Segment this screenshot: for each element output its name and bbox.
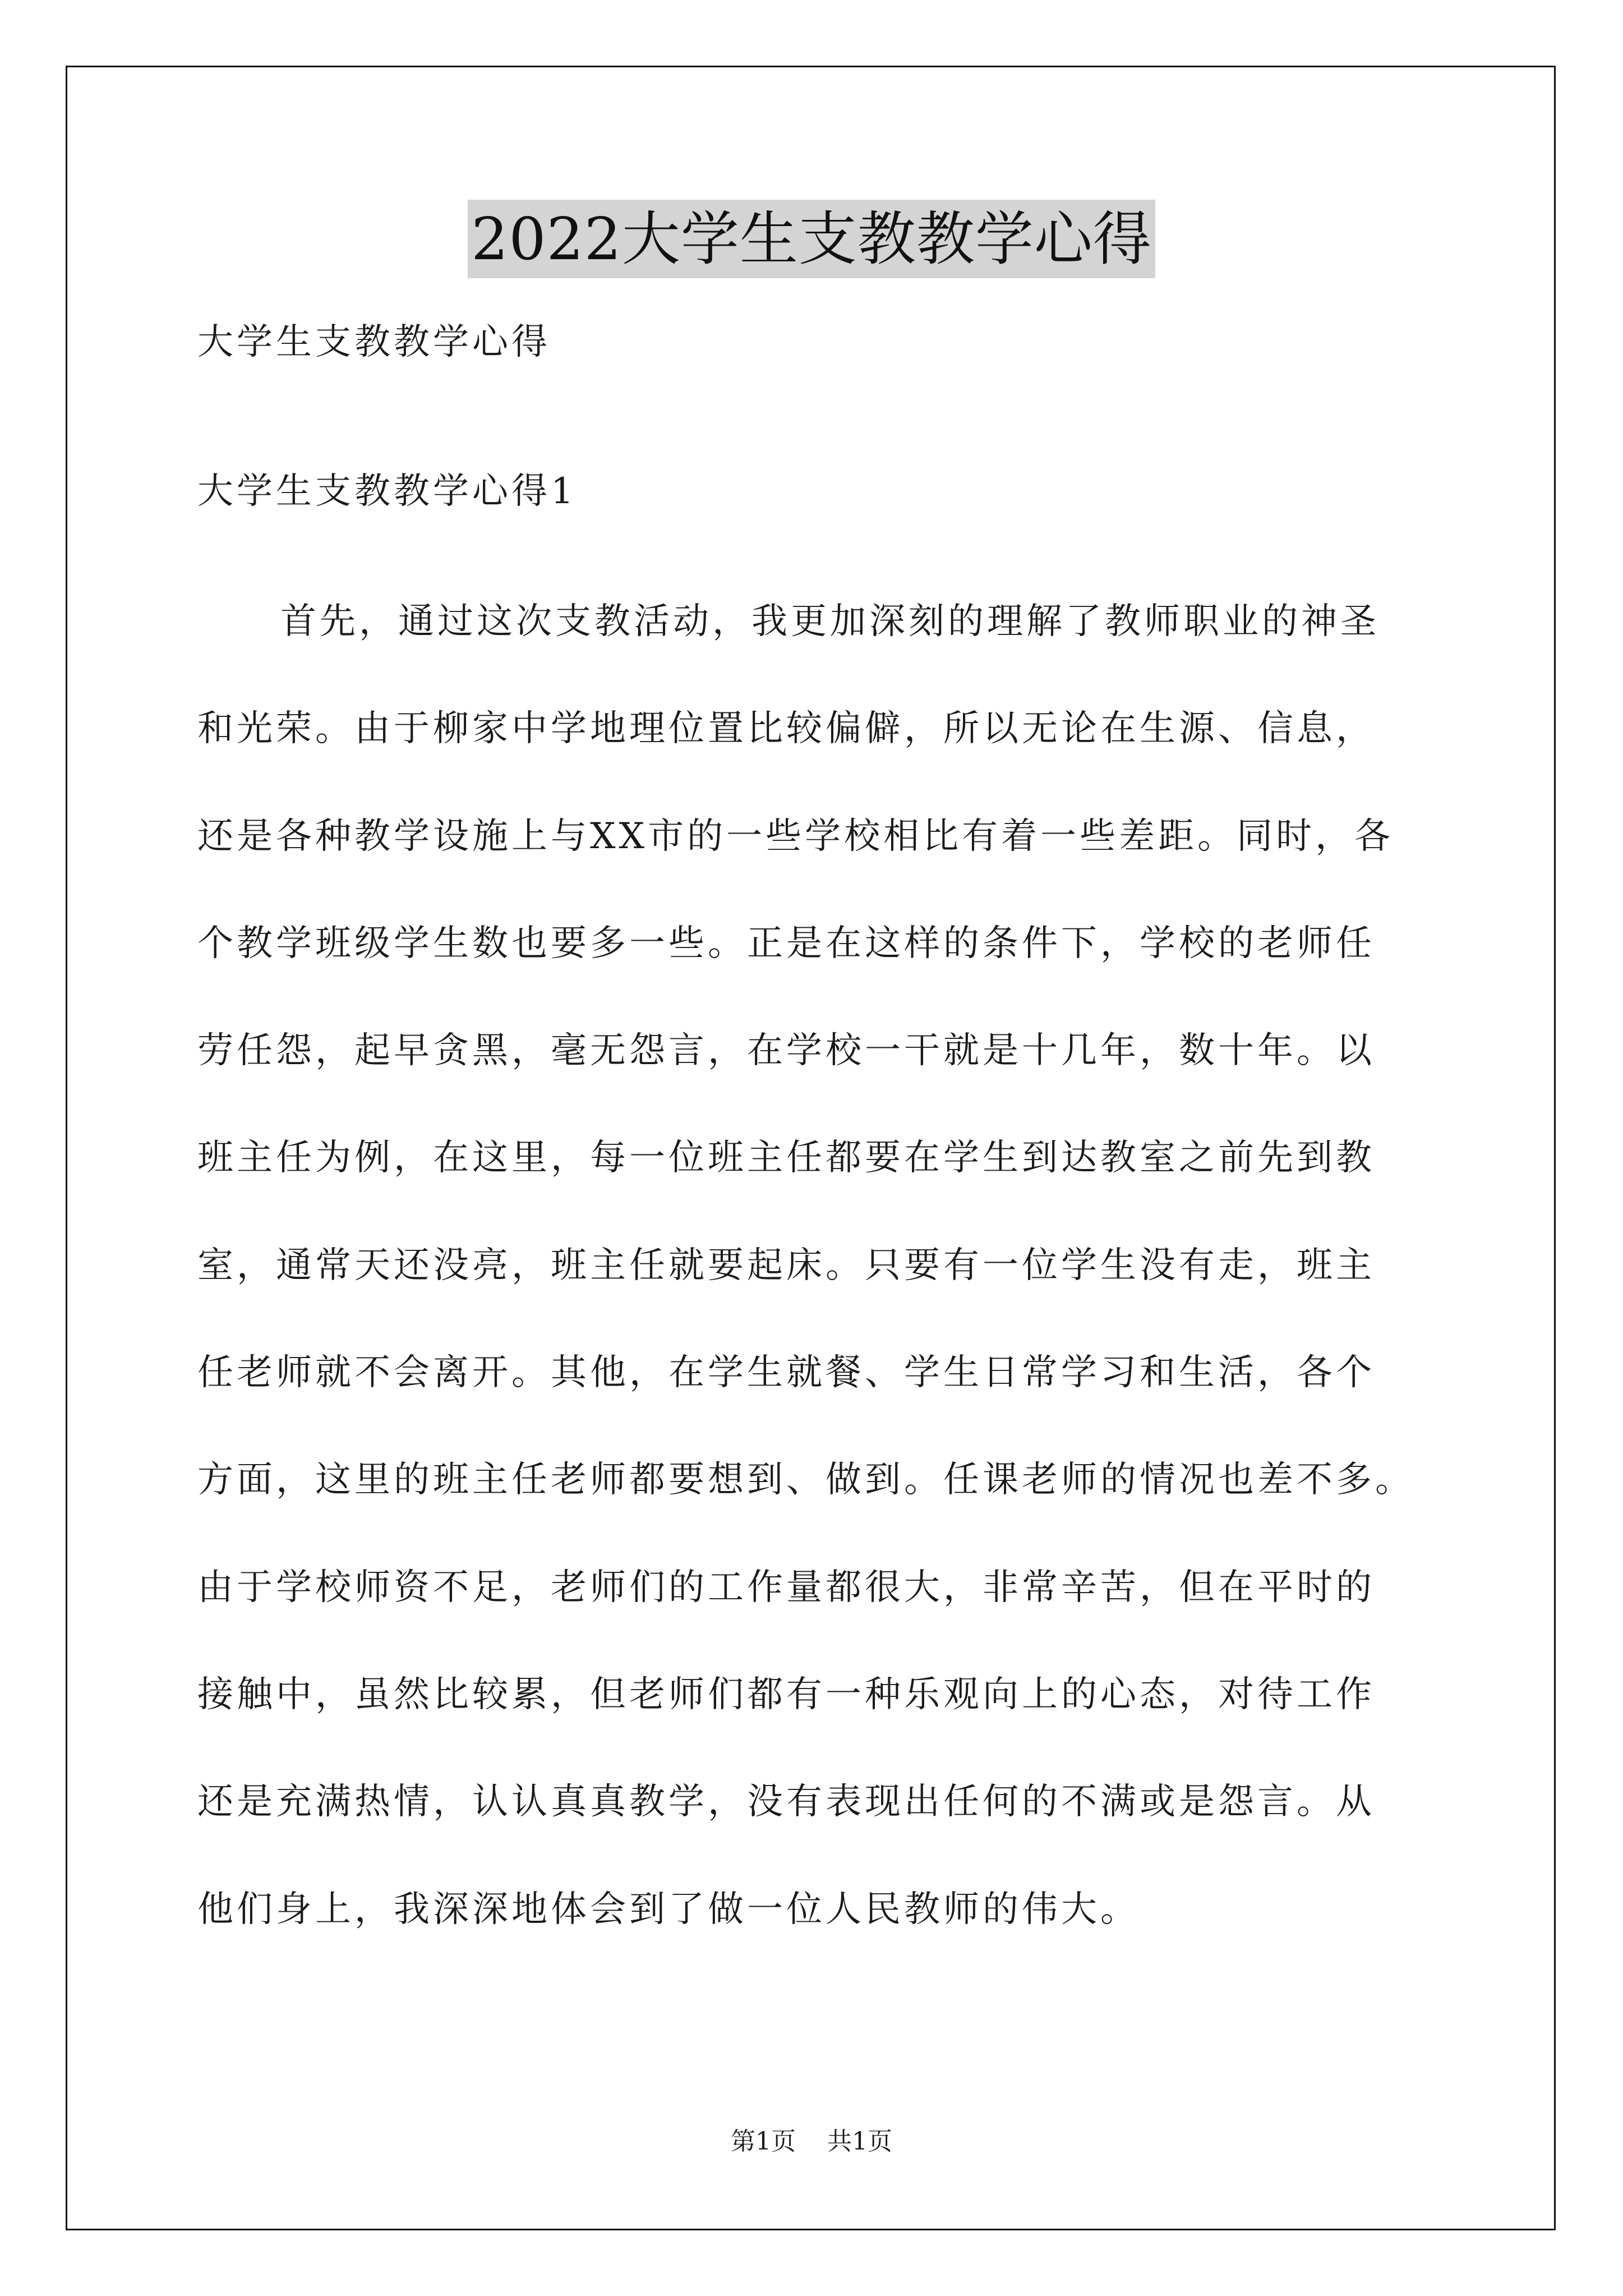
page-footer <box>0 2125 1623 2159</box>
paragraph-line: 班主任为例，在这里，每一位班主任都要在学生到达教室之前先到教 <box>197 1137 1375 1179</box>
title-container <box>0 200 1623 278</box>
paragraph-line: 还是各种教学设施上与XX市的一些学校相比有着一些差距。同时，各 <box>197 815 1394 857</box>
paragraph-line: 室，通常天还没亮，班主任就要起床。只要有一位学生没有走，班主 <box>197 1244 1375 1286</box>
paragraph-line: 方面，这里的班主任老师都要想到、做到。任课老师的情况也差不多。 <box>197 1459 1414 1501</box>
paragraph-line: 还是充满热情，认认真真教学，没有表现出任何的不满或是怨言。从 <box>197 1781 1375 1823</box>
paragraph-line: 和光荣。由于柳家中学地理位置比较偏僻，所以无论在生源、信息， <box>197 708 1375 750</box>
paragraph-line: 任老师就不会离开。其他，在学生就餐、学生日常学习和生活，各个 <box>197 1352 1375 1394</box>
paragraph-line: 他们身上，我深深地体会到了做一位人民教师的伟大。 <box>197 1888 1140 1930</box>
paragraph-line: 接触中，虽然比较累，但老师们都有一种乐观向上的心态，对待工作 <box>197 1673 1375 1715</box>
page-number-current: 第1页 <box>731 2127 796 2156</box>
page-number-total: 共1页 <box>827 2127 892 2156</box>
paragraph-line: 劳任怨，起早贪黑，毫无怨言，在学校一干就是十几年，数十年。以 <box>197 1030 1375 1072</box>
section-heading: 大学生支教教学心得1 <box>197 471 577 512</box>
document-title: 2022大学生支教教学心得 <box>468 200 1155 278</box>
paragraph-line: 首先，通过这次支教活动，我更加深刻的理解了教师职业的神圣 <box>280 601 1380 642</box>
paragraph-line: 个教学班级学生数也要多一些。正是在这样的条件下，学校的老师任 <box>197 922 1375 964</box>
body-paragraph <box>197 568 1431 1963</box>
paragraph-line: 由于学校师资不足，老师们的工作量都很大，非常辛苦，但在平时的 <box>197 1566 1375 1608</box>
document-subtitle: 大学生支教教学心得 <box>197 321 551 363</box>
